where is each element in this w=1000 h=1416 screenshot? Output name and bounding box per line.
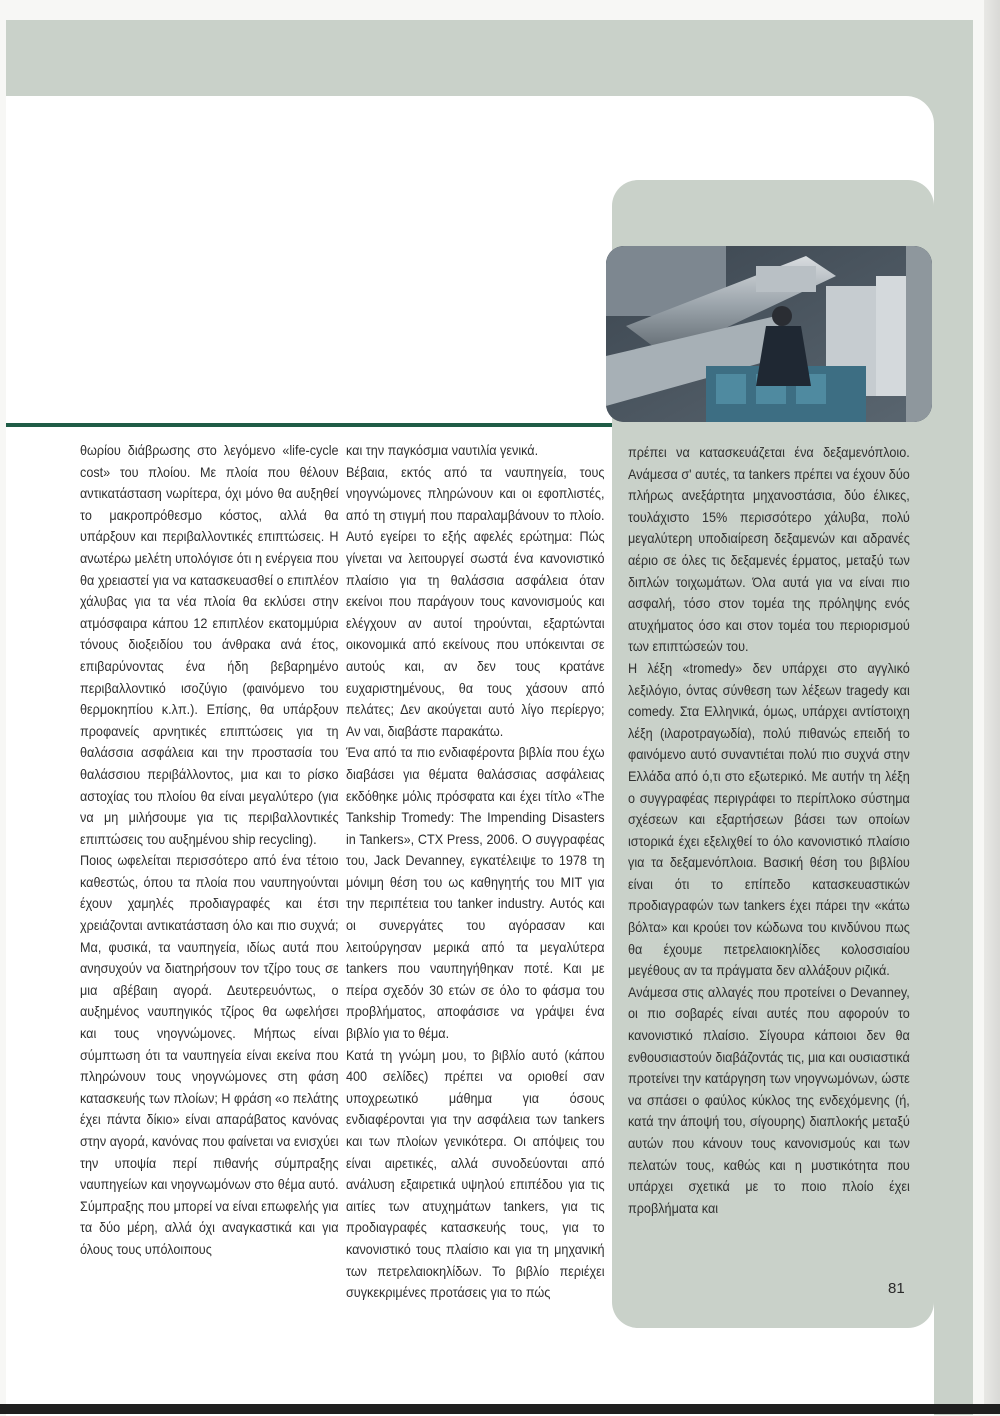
text-column-1 (80, 440, 339, 1261)
page-edge-right (984, 0, 1000, 1414)
paragraph: Ένα από τα πιο ενδιαφέροντα βιβλία που έχω διαβάσει για θέματα θαλάσσιας ασφάλειας εκδόθηκε μόλις πρόσφατα και έχει τίτλο «The Tankship Tromedy: The Impending Disasters in Tankers», CTX Press, 2006. Ο συγγραφέας του, Jack Devanney, εγκατέλειψε το 1978 τη μόνιμη θέση του ως καθηγητής του MIT για την περιπέτεια του tanker industry. Αυτός και οι συνεργάτες του αγόρασαν και λειτούργησαν μερικά από τα μεγαλύτερα tankers που ναυπηγήθηκαν ποτέ. Και με πείρα σχεδόν 30 ετών σε όλο το φάσμα του προβλήματος, αποφάσισε να γράψει ένα βιβλίο για το θέμα. (346, 745, 605, 1042)
engine-room-photo (606, 246, 932, 422)
paragraph: Κατά τη γνώμη μου, το βιβλίο αυτό (κάπου 400 σελίδες) πρέπει να οριοθεί σαν υποχρεωτικό μάθημα για όσους ενδιαφέρονται για την ασφάλεια των tankers και των πλοίων γενικότερα. Οι απόψεις του είναι αιρετικές, αλλά συνοδεύονται από ανάλυση εξαιρετικά υψηλού επιπέδου για τις αιτίες των ατυχημάτων tankers, για τις προδιαγραφές κατασκευής τους, για το κανονιστικό τους πλαίσιο και για τη μηχανική των πετρελαιοκηλίδων. Το βιβλίο περιέχει συγκεκριμένες προτάσεις για το πώς (346, 1047, 605, 1301)
page-edge-bottom (0, 1404, 1000, 1414)
paragraph: πρέπει να κατασκευάζεται ένα δεξαμενόπλοιο. Ανάμεσα σ' αυτές, τα tankers πρέπει να έχουν δύο πλήρως ανεξάρτητα μηχανοστάσια, δύο έλικες, τουλάχιστο 15% περισσότερο χάλυβα, πολύ μεγαλύτερη υποδιαίρεση δεξαμενών και αδρανές αέριο σε όλες τις δεξαμενές έρματος, μεταξύ των διπλών τοιχωμάτων. Όλα αυτά για να είναι πιο ασφαλή, τόσο στον τομέα της πρόληψης ενός ατυχήματος όσο και στον τομέα του περιορισμού των επιπτώσεών του. (628, 445, 910, 655)
section-divider-rule (6, 423, 612, 427)
paragraph: Ποιος ωφελείται περισσότερο από ένα τέτοιο καθεστώς, όπου τα πλοία που ναυπηγούνται έχουν χαμηλές προδιαγραφές και έτσι χρειάζονται αντικατάσταση όλο και πιο συχνά; Μα, φυσικά, τα ναυπηγεία, ιδίως αυτά που ανησυχούν να διατηρήσουν τον τζίρο τους σε μια αβέβαιη αγορά. Δευτερευόντως, ο αυξημένος ναυπηγικός τζίρος θα ωφελήσει και τους νηογνώμονες. Μήπως είναι σύμπτωση ότι τα ναυπηγεία είναι εκείνα που πληρώνουν τους νηογνώμονες στη φάση κατασκευής των πλοίων; Η φράση «ο πελάτης έχει πάντα δίκιο» είναι απαράβατος κανόνας στην αγορά, κανόνας που φαίνεται να ενισχύει την υποψία περί πιθανής σύμπραξης ναυπηγείων και νηογνωμόνων στο θέμα αυτό. Σύμπραξης που μπορεί να είναι επωφελής για τα δύο μέρη, αλλά όχι αναγκαστικά και για όλους τους υπόλοιπους (80, 853, 339, 1257)
text-column-2 (346, 440, 605, 1304)
paragraph: και την παγκόσμια ναυτιλία γενικά. (346, 443, 539, 458)
paragraph: Βέβαια, εκτός από τα ναυπηγεία, τους νηογνώμονες πληρώνουν και οι εφοπλιστές, από τη στιγμή που παραλαμβάνουν το πλοίο. Αυτό εγείρει το εξής αφελές ερώτημα: Πώς γίνεται να λειτουργεί σωστά ένα κανονιστικό πλαίσιο για τη θαλάσσια ασφάλεια όταν εκείνοι που παράγουν τους κανονισμούς και ελέγχουν αν αυτοί τηρούνται, εξαρτώνται οικονομικά από εκείνους που υπόκεινται σε αυτούς και, αν δεν τους κρατάνε ευχαριστημένους, θα τους χάσουν από πελάτες; Δεν ακούγεται αυτό λίγο περίεργο; Αν ναι, διαβάστε παρακάτω. (346, 464, 605, 739)
engine-room-photo-icon (606, 246, 932, 422)
paragraph: θωρίου διάβρωσης στο λεγόμενο «life-cycle cost» του πλοίου. Με πλοία που θέλουν αντικατάσταση νωρίτερα, όχι μόνο θα αυξηθεί το μακροπρόθεσμο κόστος, αλλά θα υπάρξουν και περιβαλλοντικές επιπτώσεις. Η ανωτέρω μελέτη υπολόγισε ότι η ενέργεια που θα χρειαστεί για να κατασκευασθεί ο επιπλέον χάλυβας για τα νέα πλοία θα εκλύσει στην ατμόσφαιρα κάπου 12 επιπλέον εκατομμύρια τόνους διοξειδίου του άνθρακα ανά έτος, επιβαρύνοντας ένα ήδη βεβαρημένο περιβαλλοντικό ισοζύγιο (φαινόμενο του θερμοκηπίου κ.λπ.). Επίσης, θα υπάρξουν προφανείς αρνητικές επιπτώσεις για τη θαλάσσια ασφάλεια και την προστασία του θαλάσσιου περιβάλλοντος, μια και το ρίσκο αστοχίας του πλοίου θα είναι μεγαλύτερο (για να μη μιλήσουμε για τις περιβαλλοντικές επιπτώσεις του αυξημένου ship recycling). (80, 443, 339, 847)
paragraph: Ανάμεσα στις αλλαγές που προτείνει ο Devanney, οι πιο σοβαρές είναι αυτές που αφορούν το κανονιστικό πλαίσιο. Σίγουρα κάποιοι δεν θα ενθουσιαστούν διαβάζοντάς τις, μια και ουσιαστικά προτείνει την κατάργηση των νηογνωμόνων, ώστε να σπάσει ο φαύλος κύκλος της ενδεχόμενης (ή, κατά την άποψή του, σίγουρης) διαπλοκής μεταξύ αυτών που κάνουν τους κανονισμούς και των πελατών τους, καθώς και η μυστικότητα που υπάρχει σχετικά με το ποιο πλοίο έχει προβλήματα και (628, 984, 910, 1216)
paragraph: Η λέξη «tromedy» δεν υπάρχει στο αγγλικό λεξιλόγιο, όντας σύνθεση των λέξεων tragedy και comedy. Στα Ελληνικά, όμως, υπάρχει αντίστοιχη λέξη (ιλαροτραγωδία), πολύ πιθανώς επειδή το φαινόμενο αυτό συναντιέται πολύ πιο συχνά στην Ελλάδα από ό,τι στο εξωτερικό. Με αυτήν τη λέξη ο συγγραφέας περιγράφει το περίπλοκο σύστημα σχέσεων και εξαρτήσεων βάσει των οποίων ιστορικά έχει εξελιχθεί το όλο κανονιστικό πλαίσιο για τα δεξαμενόπλοια. Βασική θέση του βιβλίου είναι ότι το επίπεδο κατασκευαστικών προδιαγραφών των tankers έχει πάρει την «κάτω βόλτα» και κρούει τον κώδωνα του κινδύνου πως θα έχουμε πετρελαιοκηλίδες κολοσσιαίου μεγέθους αν τα πράγματα δεν αλλάξουν ριζικά. (628, 660, 910, 979)
text-column-3 (628, 442, 910, 1219)
page-number: 81 (888, 1280, 905, 1297)
